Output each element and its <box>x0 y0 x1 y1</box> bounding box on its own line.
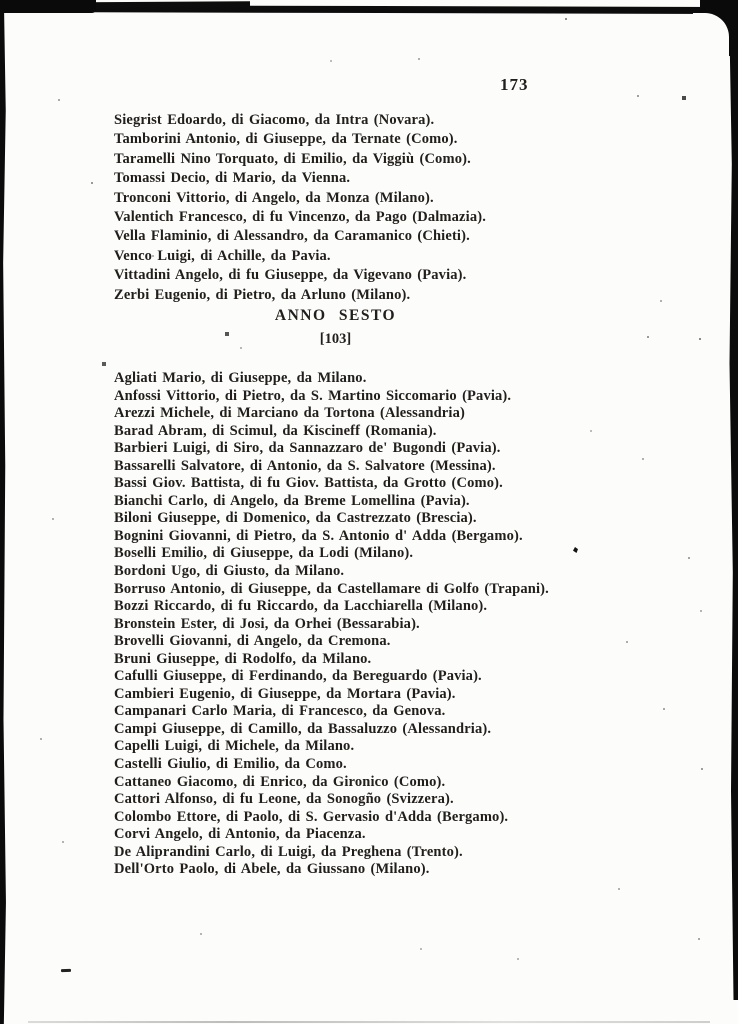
roster-entry: Colombo Ettore, di Paolo, di S. Gervasio d'Adda (Bergamo). <box>114 808 509 825</box>
roster-entry: Tomassi Decio, di Mario, da Vienna. <box>114 170 351 187</box>
scan-dash-mark <box>61 969 71 972</box>
scan-edge-bottom <box>28 1021 710 1023</box>
roster-entry: Bianchi Carlo, di Angelo, da Breme Lomellina (Pavia). <box>114 492 470 509</box>
roster-entry: De Aliprandini Carlo, di Luigi, da Preghena (Trento). <box>114 843 463 860</box>
roster-entry: Biloni Giuseppe, di Domenico, da Castrezzato (Brescia). <box>114 510 477 527</box>
roster-entry: Cafulli Giuseppe, di Ferdinando, da Bereguardo (Pavia). <box>114 668 482 685</box>
scan-noise-specks <box>0 0 2 2</box>
roster-entry: Barbieri Luigi, di Siro, da Sannazzaro de' Bugondi (Pavia). <box>114 440 501 457</box>
scan-edge-right <box>728 50 738 1000</box>
roster-entry: Borruso Antonio, di Giuseppe, da Castellamare di Golfo (Trapani). <box>114 580 549 597</box>
scan-edge-top-blob <box>0 0 96 13</box>
roster-entry: Arezzi Michele, di Marciano da Tortona (Alessandria) <box>114 405 465 422</box>
roster-entry: Bognini Giovanni, di Pietro, da S. Antonio d' Adda (Bergamo). <box>114 527 523 544</box>
section-heading-number: [103] <box>319 331 352 347</box>
roster-list-continued <box>114 111 486 305</box>
roster-entry: Castelli Giulio, di Emilio, da Como. <box>114 756 347 773</box>
scan-ink-mark <box>573 547 578 553</box>
roster-entry: Bassarelli Salvatore, di Antonio, da S. Salvatore (Messina). <box>114 457 496 474</box>
roster-entry: Bassi Giov. Battista, di fu Giov. Battista, da Grotto (Como). <box>114 475 503 492</box>
roster-entry: Cattaneo Giacomo, di Enrico, da Gironico (Como). <box>114 773 446 790</box>
roster-entry: Anfossi Vittorio, di Pietro, da S. Martino Siccomario (Pavia). <box>114 387 512 404</box>
roster-entry: Vittadini Angelo, di fu Giuseppe, da Vigevano (Pavia). <box>114 267 467 284</box>
roster-entry: Taramelli Nino Torquato, di Emilio, da Viggiù (Como). <box>114 150 471 167</box>
roster-entry: Corvi Angelo, di Antonio, da Piacenza. <box>114 826 366 843</box>
roster-entry: Valentich Francesco, di fu Vincenzo, da Pago (Dalmazia). <box>114 209 486 226</box>
roster-entry: Barad Abram, di Scimul, da Kiscineff (Romania). <box>114 422 437 439</box>
roster-entry: Tamborini Antonio, di Giuseppe, da Ternate (Como). <box>114 131 458 148</box>
roster-list-anno-sesto <box>114 370 549 879</box>
roster-entry: Zerbi Eugenio, di Pietro, da Arluno (Milano). <box>114 286 411 303</box>
roster-entry: Venco Luigi, di Achille, da Pavia. <box>114 247 331 264</box>
roster-entry: Campi Giuseppe, di Camillo, da Bassaluzzo (Alessandria). <box>114 720 492 737</box>
scan-edge-left <box>0 9 7 1024</box>
roster-entry: Dell'Orto Paolo, di Abele, da Giussano (Milano). <box>114 861 430 878</box>
roster-entry: Capelli Luigi, di Michele, da Milano. <box>114 738 355 755</box>
roster-entry: Boselli Emilio, di Giuseppe, da Lodi (Milano). <box>114 545 414 562</box>
roster-entry: Cattori Alfonso, di fu Leone, da Sonogño (Svizzera). <box>114 791 454 808</box>
section-heading: ANNO SESTO <box>274 307 397 324</box>
roster-entry: Bruni Giuseppe, di Rodolfo, da Milano. <box>114 650 372 667</box>
roster-entry: Tronconi Vittorio, di Angelo, da Monza (Milano). <box>114 189 434 206</box>
roster-entry: Campanari Carlo Maria, di Francesco, da Genova. <box>114 703 446 720</box>
roster-entry: Bozzi Riccardo, di fu Riccardo, da Lacchiarella (Milano). <box>114 598 488 615</box>
page-number: 173 <box>500 75 529 94</box>
roster-entry: Agliati Mario, di Giuseppe, da Milano. <box>114 370 367 386</box>
roster-entry: Cambieri Eugenio, di Giuseppe, da Mortara (Pavia). <box>114 685 456 702</box>
roster-entry: Brovelli Giovanni, di Angelo, da Cremona. <box>114 633 391 650</box>
roster-entry: Bordoni Ugo, di Giusto, da Milano. <box>114 563 345 580</box>
roster-entry: Vella Flaminio, di Alessandro, da Caramanico (Chieti). <box>114 228 470 245</box>
roster-entry: Siegrist Edoardo, di Giacomo, da Intra (Novara). <box>114 112 435 128</box>
roster-entry: Bronstein Ester, di Josi, da Orhei (Bessarabia). <box>114 615 420 632</box>
